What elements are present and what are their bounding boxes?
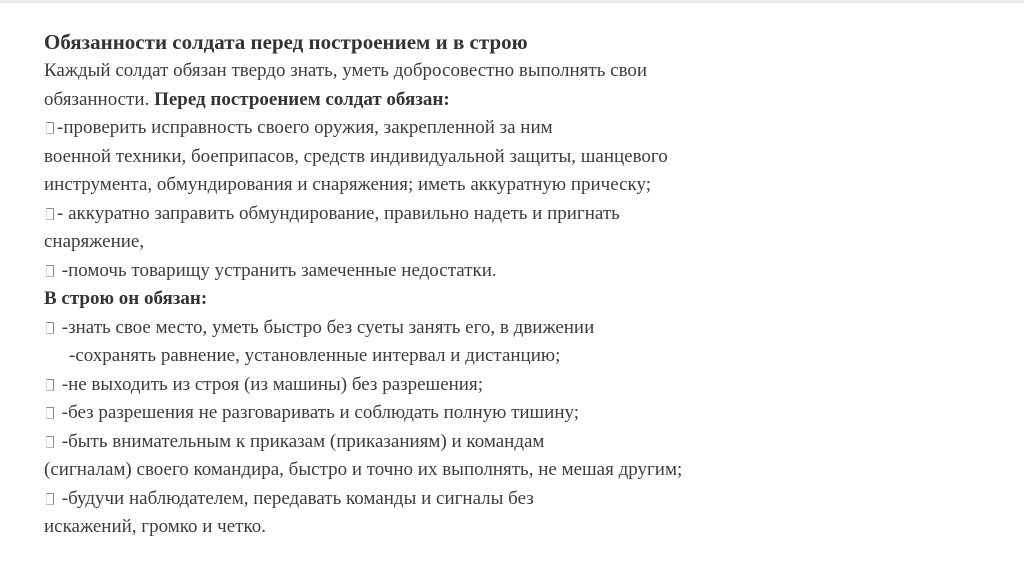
list-item	[44, 314, 1004, 343]
list-item-text: -знать свое место, уметь быстро без суеты занять его, в движении	[57, 316, 595, 338]
slide-title: Обязанности солдата перед построением и в строю	[44, 30, 528, 54]
list-item-text: -быть внимательным к приказам (приказаниям) и командам	[57, 430, 545, 452]
list-item	[44, 114, 1004, 143]
before-formation-heading: Перед построением солдат обязан:	[154, 88, 450, 110]
list-item-text: - аккуратно заправить обмундирование, правильно надеть и пригнать	[57, 202, 620, 224]
intro-line-1: Каждый солдат обязан твердо знать, уметь добросовестно выполнять свои	[44, 60, 648, 81]
checkbox-glyph-icon	[46, 265, 54, 277]
list-item-text: -без разрешения не разговаривать и соблюдать полную тишину;	[57, 402, 580, 423]
checkbox-glyph-icon	[46, 322, 54, 334]
intro-line-2	[44, 86, 1004, 115]
checkbox-glyph-icon	[46, 122, 54, 134]
list-item	[44, 399, 1004, 428]
list-item-continuation: инструмента, обмундирования и снаряжения; иметь аккуратную прическу;	[44, 174, 652, 195]
list-item	[44, 371, 1004, 400]
list-item-continuation: -сохранять равнение, установленные интервал и дистанцию;	[69, 345, 561, 366]
slide-content	[44, 27, 1004, 542]
checkbox-glyph-icon	[46, 407, 54, 419]
list-item-text: -помочь товарищу устранить замеченные недостатки.	[57, 259, 497, 281]
list-item-continuation: военной техники, боеприпасов, средств индивидуальной защиты, шанцевого	[44, 145, 668, 167]
list-item-text: -будучи наблюдателем, передавать команды и сигналы без	[57, 487, 534, 509]
checkbox-glyph-icon	[46, 208, 54, 220]
list-item-continuation: (сигналам) своего командира, быстро и точно их выполнять, не мешая другим;	[44, 459, 683, 480]
list-item	[44, 200, 1004, 229]
checkbox-glyph-icon	[46, 436, 54, 448]
list-item	[44, 428, 1004, 457]
checkbox-glyph-icon	[46, 493, 54, 505]
top-border	[0, 0, 1024, 3]
list-item	[44, 257, 1004, 286]
in-ranks-heading: В строю он обязан:	[44, 288, 208, 309]
intro-line-2-text: обязанности.	[44, 88, 155, 110]
list-item-continuation: искажений, громко и четко.	[44, 516, 266, 537]
list-item-text: -проверить исправность своего оружия, закрепленной за ним	[57, 117, 553, 138]
checkbox-glyph-icon	[46, 379, 54, 391]
list-item	[44, 485, 1004, 514]
list-item-text: -не выходить из строя (из машины) без разрешения;	[57, 373, 483, 395]
list-item-continuation: снаряжение,	[44, 231, 145, 252]
